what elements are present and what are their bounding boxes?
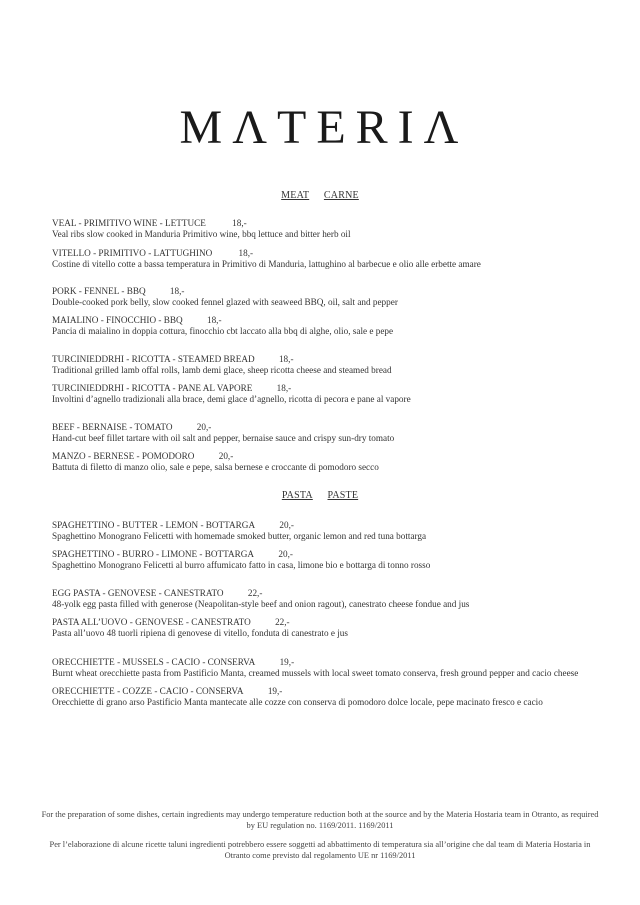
item-price: 19,-	[267, 686, 283, 696]
menu-item	[52, 520, 426, 542]
item-name: SPAGHETTINO - BUTTER - LEMON - BOTTARGA	[52, 520, 256, 530]
footer-note-italian: Per l’elaborazione di alcune ricette taluni ingredienti potrebbero essere soggetti ad abbattimento di temperatura sia all’origine che dal team di Materia Hostaria in Otranto come previsto dal regolamento UE nr 1169/2011	[49, 840, 591, 860]
menu-item	[52, 588, 469, 610]
item-name: VEAL - PRIMITIVO WINE - LETTUCE	[52, 218, 206, 228]
item-name: TURCINIEDDRHI - RICOTTA - STEAMED BREAD	[52, 354, 255, 364]
section-title-it: PASTE	[327, 490, 359, 501]
item-price: 20,-	[196, 422, 212, 432]
menu-item	[52, 383, 411, 405]
item-name: BEEF - BERNAISE - TOMATO	[52, 422, 173, 432]
item-price: 18,-	[276, 383, 292, 393]
menu-item	[52, 422, 394, 444]
item-price: 22,-	[247, 588, 263, 598]
section-title-en: MEAT	[281, 190, 310, 201]
item-price: 22,-	[275, 617, 290, 627]
item-name: ORECCHIETTE - COZZE - CACIO - CONSERVA	[52, 686, 244, 696]
item-price: 20,-	[279, 520, 294, 530]
item-description: Double-cooked pork belly, slow cooked fennel glazed with seaweed BBQ, oil, salt and pepper	[52, 297, 398, 307]
item-description: Pancia di maialino in doppia cottura, finocchio cbt laccato alla bbq di alghe, olio, sale e pepe	[52, 326, 394, 336]
item-name: TURCINIEDDRHI - RICOTTA - PANE AL VAPORE	[52, 383, 253, 393]
item-name: ORECCHIETTE - MUSSELS - CACIO - CONSERVA	[52, 657, 256, 667]
menu-item	[52, 617, 348, 639]
footer-note-english: For the preparation of some dishes, certain ingredients may undergo temperature reduction both at the source and by the Materia Hostaria team in Otranto, as required by EU regulation no. 1169/2011. 1169/2011	[41, 810, 599, 830]
item-price: 18,-	[169, 286, 185, 296]
item-description: 48-yolk egg pasta filled with generose (Neapolitan-style beef and onion ragout), canestrato cheese fondue and jus	[52, 599, 470, 609]
item-name: MAIALINO - FINOCCHIO - BBQ	[52, 315, 183, 325]
item-name: PORK - FENNEL - BBQ	[52, 286, 146, 296]
menu-item	[52, 286, 398, 308]
menu-item	[52, 354, 392, 376]
item-price: 18,-	[206, 315, 222, 325]
item-description: Spaghettino Monograno Felicetti al burro affumicato fatto in casa, limone bio e bottarga di tonno rosso	[52, 560, 431, 570]
item-description: Veal ribs slow cooked in Manduria Primitivo wine, bbq lettuce and bitter herb oil	[52, 229, 351, 239]
section-title-pasta	[0, 490, 640, 501]
section-title-en: PASTA	[281, 490, 313, 501]
item-description: Burnt wheat orecchiette pasta from Pastificio Manta, creamed mussels with local sweet tomato conserva, fresh ground pepper and cacio cheese	[52, 668, 579, 678]
item-description: Traditional grilled lamb offal rolls, lamb demi glace, sheep ricotta cheese and steamed bread	[52, 365, 392, 375]
item-name: VITELLO - PRIMITIVO - LATTUGHINO	[52, 248, 213, 258]
menu-item	[52, 686, 543, 708]
menu-item	[52, 549, 430, 571]
item-description: Involtini d’agnello tradizionali alla brace, demi glace d’agnello, ricotta di pecora e pane al vapore	[52, 394, 411, 404]
item-price: 18,-	[238, 248, 254, 258]
item-name: MANZO - BERNESE - POMODORO	[52, 451, 195, 461]
item-description: Hand-cut beef fillet tartare with oil salt and pepper, bernaise sauce and crispy sun-dry tomato	[52, 433, 395, 443]
section-title-it: CARNE	[323, 190, 359, 201]
item-price: 18,-	[232, 218, 247, 228]
item-description: Spaghettino Monograno Felicetti with homemade smoked butter, organic lemon and red tuna bottarga	[52, 531, 427, 541]
item-description: Pasta all’uovo 48 tuorli ripiena di genovese di vitello, fonduta di canestrato e jus	[52, 628, 348, 638]
item-name: EGG PASTA - GENOVESE - CANESTRATO	[52, 588, 224, 598]
menu-item	[52, 451, 379, 473]
item-price: 20,-	[218, 451, 234, 461]
item-price: 20,-	[278, 549, 293, 559]
item-description: Costine di vitello cotte a bassa temperatura in Primitivo di Manduria, lattughino al barbecue e olio alle erbette amare	[52, 259, 481, 269]
restaurant-logo: MΛTERIΛ	[179, 101, 469, 154]
menu-item	[52, 315, 393, 337]
item-name: SPAGHETTINO - BURRO - LIMONE - BOTTARGA	[52, 549, 255, 559]
item-name: PASTA ALL’UOVO - GENOVESE - CANESTRATO	[52, 617, 251, 627]
item-price: 18,-	[278, 354, 294, 364]
menu-item	[52, 218, 351, 240]
item-price: 19,-	[279, 657, 295, 667]
item-description: Battuta di filetto di manzo olio, sale e pepe, salsa bernese e croccante di pomodoro secco	[52, 462, 379, 472]
section-title-meat	[0, 190, 640, 201]
item-description: Orecchiette di grano arso Pastificio Manta mantecate alle cozze con conserva di pomodoro dolce locale, pepe macinato fresco e cacio	[52, 697, 543, 707]
menu-item	[52, 657, 578, 679]
menu-item	[52, 248, 481, 270]
